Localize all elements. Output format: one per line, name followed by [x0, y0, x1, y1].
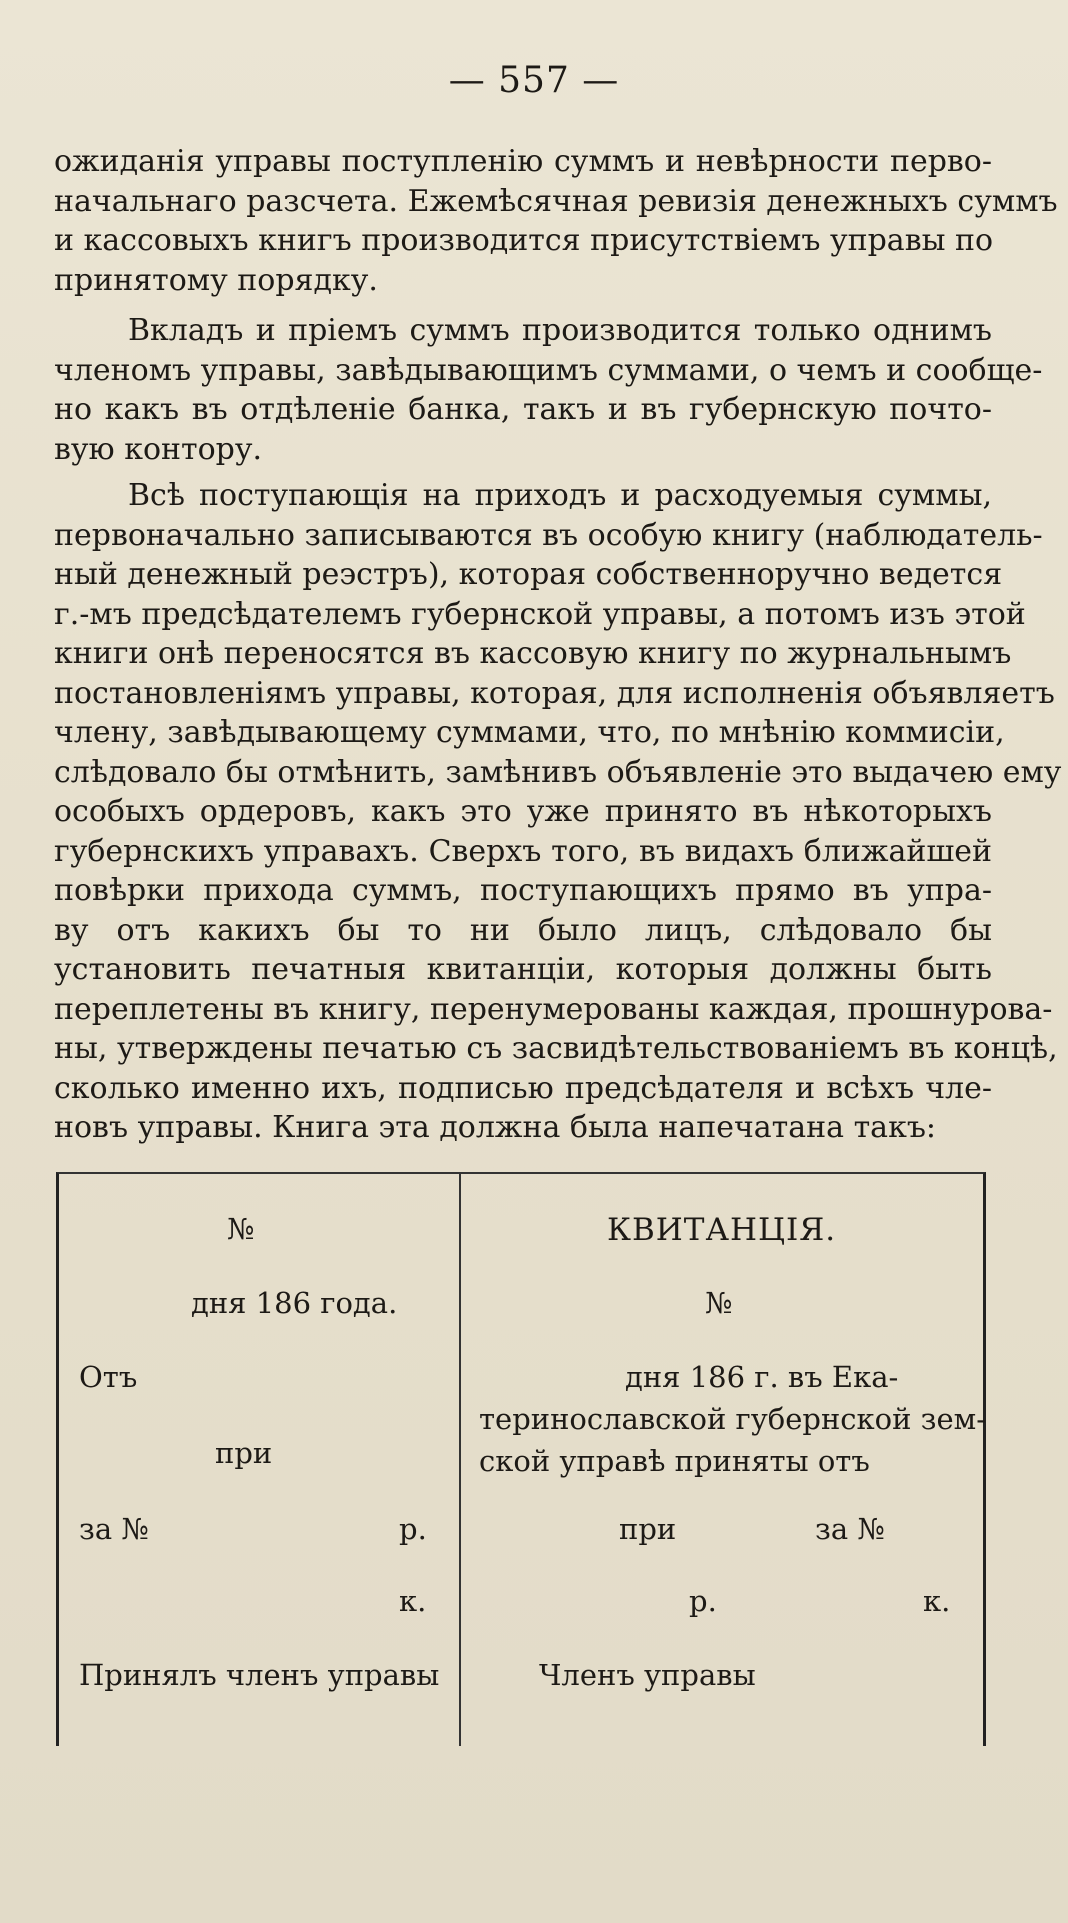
- counterfoil-number: №: [227, 1212, 255, 1246]
- text-line: установить печатныя квитанціи, которыя должны быть: [54, 952, 992, 987]
- receipt-line-3: ской управѣ приняты отъ: [479, 1444, 870, 1478]
- receipt-for-no: за №: [815, 1512, 885, 1546]
- text-line: повѣрки прихода суммъ, поступающихъ прямо въ упра-: [54, 873, 992, 908]
- receipt-form: [56, 1172, 986, 1746]
- text-line: члену, завѣдывающему суммами, что, по мнѣнію коммисіи,: [54, 715, 1005, 750]
- counterfoil-date: дня 186 года.: [191, 1286, 398, 1320]
- text-line: постановленіямъ управы, которая, для исполненія объявляетъ: [54, 675, 1055, 711]
- text-line: первоначально записываются въ особую книгу (наблюдатель-: [54, 517, 1043, 553]
- text-line: новъ управы. Книга эта должна была напечатана такъ:: [54, 1110, 937, 1145]
- receipt-title: КВИТАНЦІЯ.: [607, 1212, 837, 1248]
- receipt-line-1: дня 186 г. въ Ека-: [625, 1360, 899, 1394]
- counterfoil-for-no: за №: [79, 1512, 149, 1546]
- text-line: ву отъ какихъ бы то ни было лицъ, слѣдовало бы: [54, 912, 992, 948]
- text-line: и кассовыхъ книгъ производится присутствіемъ управы по: [54, 223, 994, 258]
- counterfoil-kop: к.: [399, 1584, 427, 1618]
- paragraph-1: [54, 142, 1058, 300]
- text-line: Вкладъ и пріемъ суммъ производится только однимъ: [128, 313, 992, 348]
- text-line: сколько именно ихъ, подписью предсѣдателя и всѣхъ чле-: [54, 1070, 992, 1106]
- text-line: губернскихъ управахъ. Сверхъ того, въ видахъ ближайшей: [54, 833, 992, 869]
- text-line: начальнаго разсчета. Ежемѣсячная ревизія денежныхъ суммъ: [54, 183, 1058, 219]
- receipt-member: Членъ управы: [539, 1658, 756, 1692]
- text-line: но какъ въ отдѣленіе банка, такъ и въ губернскую почто-: [54, 392, 992, 427]
- text-line: ожиданія управы поступленію суммъ и невѣрности перво-: [54, 144, 992, 179]
- counterfoil-with: при: [215, 1436, 273, 1470]
- receipt-line-2: теринославской губернской зем-: [479, 1402, 987, 1436]
- receipt-with: при: [619, 1512, 677, 1546]
- paragraph-2: [54, 311, 1043, 469]
- page-number: — 557 —: [448, 60, 620, 101]
- text-line: ны, утверждены печатью съ засвидѣтельствованіемъ въ концѣ,: [54, 1031, 1058, 1066]
- counterfoil-accepted: Принялъ членъ управы: [79, 1658, 440, 1692]
- text-line: ный денежный реэстръ), которая собственноручно ведется: [54, 557, 1003, 592]
- receipt-kop: к.: [923, 1584, 951, 1618]
- text-line: переплетены въ книгу, перенумерованы каждая, прошнурова-: [54, 991, 1053, 1027]
- text-line: книги онѣ переносятся въ кассовую книгу по журнальнымъ: [54, 636, 1012, 671]
- text-line: Всѣ поступающія на приходъ и расходуемыя суммы,: [128, 478, 992, 513]
- counterfoil-from: Отъ: [79, 1360, 138, 1394]
- receipt-number: №: [705, 1286, 733, 1320]
- text-line: принятому порядку.: [54, 262, 378, 298]
- text-line: г.-мъ предсѣдателемъ губернской управы, а потомъ изъ этой: [54, 596, 1026, 632]
- text-line: слѣдовало бы отмѣнить, замѣнивъ объявленіе это выдачею ему: [54, 754, 1062, 790]
- counterfoil-rub: р.: [399, 1512, 427, 1546]
- paragraph-3: [54, 476, 1062, 1148]
- text-line: вую контору.: [54, 431, 263, 467]
- receipt-rub: р.: [689, 1584, 717, 1618]
- receipt-divider: [459, 1174, 461, 1746]
- text-line: членомъ управы, завѣдывающимъ суммами, о чемъ и сообще-: [54, 352, 1043, 388]
- text-line: особыхъ ордеровъ, какъ это уже принято въ нѣкоторыхъ: [54, 794, 992, 829]
